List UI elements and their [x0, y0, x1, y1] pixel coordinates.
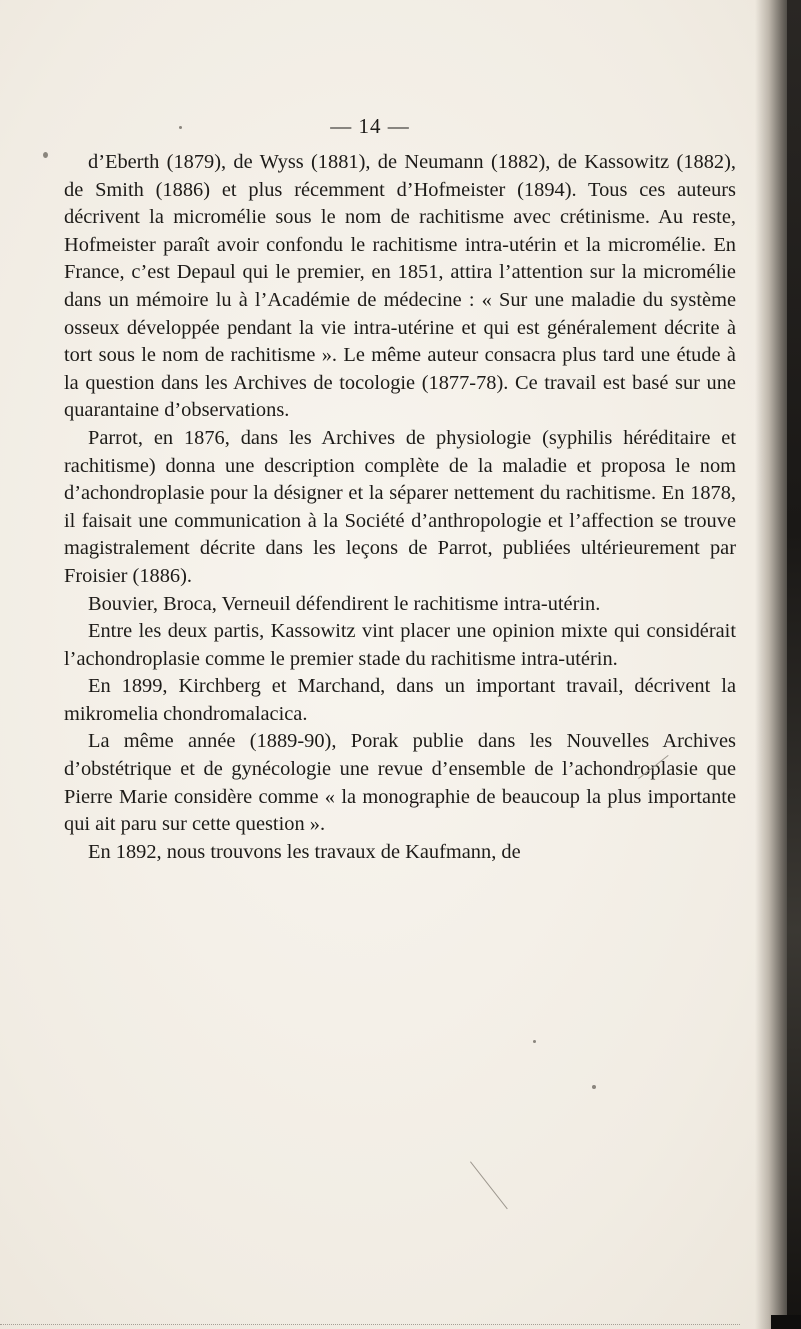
paragraph-6: La même année (1889-90), Porak publie dans les Nouvelles Archives d’obstétrique et de gynécologie une revue d’ensemble de l’achondroplasie que Pierre Marie considère comme « la monographie de beaucoup la plus importante qui ait paru sur cette question ». — [64, 730, 736, 836]
paragraph-4: Entre les deux partis, Kassowitz vint placer une opinion mixte qui considérait l’achondroplasie comme le premier stade du rachitisme intra-utérin. — [64, 620, 736, 670]
binding-edge — [787, 0, 801, 1329]
page-number: — 14 — — [330, 114, 410, 138]
paragraph-7: En 1892, nous trouvons les travaux de Kaufmann, de — [88, 840, 521, 863]
paragraph-1: d’Eberth (1879), de Wyss (1881), de Neumann (1882), de Kassowitz (1882), de Smith (1886) et plus récemment d’Hofmeister (1894). Tous ces auteurs décrivent la micromélie sous le nom de rachitisme avec crétinisme. Au reste, Hofmeister paraît avoir confondu le rachitisme intra-utérin et la micromélie. En France, c’est Depaul qui le premier, en 1851, attira l’attention sur la micromélie dans un mémoire lu à l’Académie de médecine : « Sur une maladie du système osseux développée pendant la vie intra-utérine et qui est généralement décrite à tort sous le nom de rachitisme ». Le même auteur consacra plus tard une étude à la question dans les Archives de tocologie (1877-78). Ce travail est basé sur une quarantaine d’observations. — [64, 151, 736, 422]
speck-3 — [592, 1085, 596, 1089]
paragraph-5: En 1899, Kirchberg et Marchand, dans un important travail, décrivent la mikromelia chondromalacica. — [64, 675, 736, 725]
paragraph-3: Bouvier, Broca, Verneuil défendirent le rachitisme intra-utérin. — [88, 592, 601, 615]
bottom-rule — [0, 1324, 740, 1326]
speck-1 — [43, 152, 48, 158]
speck-2 — [179, 126, 182, 129]
stray-mark — [470, 1161, 508, 1209]
paragraph-2: Parrot, en 1876, dans les Archives de physiologie (syphilis héréditaire et rachitisme) donna une description complète de la maladie et proposa le nom d’achondroplasie pour la désigner et la séparer nettement du rachitisme. En 1878, il faisait une communication à la Société d’anthropologie et l’affection se trouve magistralement décrite dans les leçons de Parrot, publiées ultérieurement par Froisier (1886). — [64, 426, 736, 587]
body-text — [64, 149, 736, 866]
speck-4 — [533, 1040, 536, 1043]
corner-mark — [771, 1315, 801, 1329]
